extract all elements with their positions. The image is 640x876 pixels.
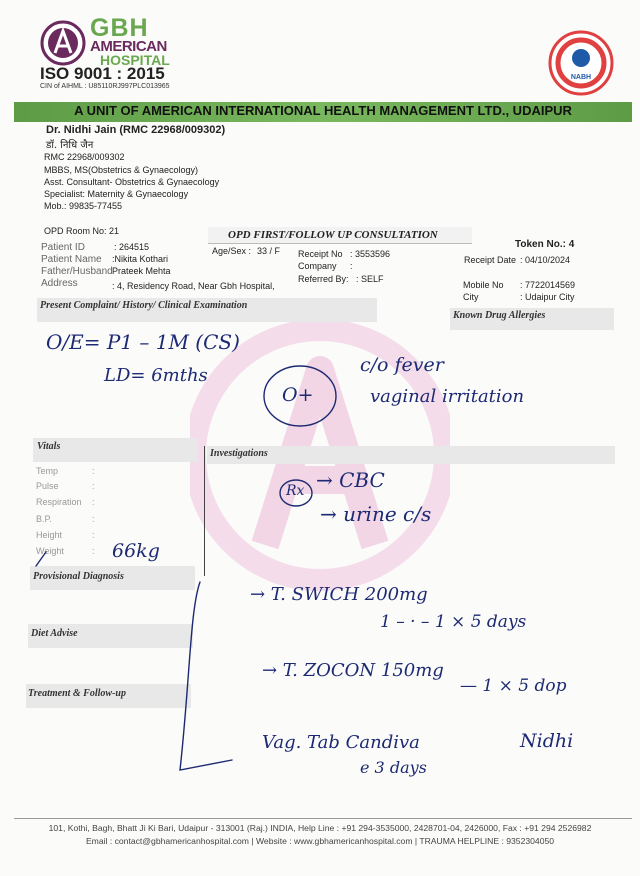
token-number: Token No.: 4 bbox=[515, 239, 575, 250]
doctor-name-hindi: डॉ. निधि जैन bbox=[46, 140, 94, 151]
city-value: : Udaipur City bbox=[520, 292, 575, 302]
company-value: : bbox=[350, 261, 353, 271]
doctor-degree: MBBS, MS(Obstetrics & Gynaecology) bbox=[44, 165, 199, 175]
vital-label: Respiration bbox=[36, 497, 82, 507]
allergies-title: Known Drug Allergies bbox=[453, 310, 546, 321]
complaint-line1: c/o fever bbox=[360, 354, 444, 376]
unit-banner-text: A UNIT OF AMERICAN INTERNATIONAL HEALTH MANAGEMENT LTD., UDAIPUR bbox=[74, 103, 572, 118]
investigations-title: Investigations bbox=[210, 448, 268, 459]
footer-address: 101, Kothi, Bagh, Bhatt Ji Ki Bari, Udaipur - 313001 (Raj.) INDIA, Help Line : +91 294-3535000, 2428701-04, 2426000, Fax : +91 294 2526982 bbox=[48, 823, 592, 833]
medicine-2: → T. ZOCON 150mg bbox=[262, 660, 444, 681]
vital-label: Temp bbox=[36, 466, 59, 476]
iso-label: ISO 9001 : 2015 bbox=[40, 64, 165, 83]
treatment-bracket bbox=[180, 582, 232, 770]
receipt-value: : 3553596 bbox=[350, 249, 391, 259]
footer-contact: Email : contact@gbhamericanhospital.com | Website : www.gbhamericanhospital.com | TRAUMA HELPLINE : 9352304050 bbox=[85, 836, 555, 846]
medicine-2-dose: — 1 × 5 dop bbox=[460, 676, 567, 696]
vital-label: Pulse bbox=[36, 481, 59, 491]
medicine-3-duration: e 3 days bbox=[360, 758, 427, 777]
doctor-name: Dr. Nidhi Jain (RMC 22968/009302) bbox=[46, 124, 226, 136]
cin-label: CIN of AIHML : U85110RJ997PLC013965 bbox=[40, 83, 170, 90]
hospital-name-hospital: HOSPITAL bbox=[100, 52, 170, 68]
address-label: Address bbox=[41, 278, 78, 289]
doctor-designation: Asst. Consultant- Obstetrics & Gynaecology bbox=[44, 177, 220, 187]
diet-title: Diet Advise bbox=[31, 628, 78, 639]
complaint-line2: vaginal irritation bbox=[370, 386, 525, 407]
weight-value: 66kg bbox=[112, 540, 160, 562]
vital-label: B.P. bbox=[36, 514, 52, 524]
medicine-3: Vag. Tab Candiva bbox=[262, 732, 420, 753]
vital-sep: : bbox=[92, 546, 95, 556]
mobile-label: Mobile No bbox=[463, 280, 504, 290]
consult-title: OPD FIRST/FOLLOW UP CONSULTATION bbox=[228, 229, 438, 241]
mobile-value: : 7722014569 bbox=[520, 280, 576, 290]
address-value: : 4, Residency Road, Near Gbh Hospital, bbox=[112, 281, 275, 291]
nabh-label: NABH bbox=[570, 74, 592, 81]
doctor-rmc: RMC 22968/009302 bbox=[44, 152, 125, 162]
doctor-signature: Nidhi bbox=[520, 730, 574, 752]
receipt-date-label: Receipt Date bbox=[464, 255, 517, 265]
vitals-title: Vitals bbox=[37, 441, 61, 452]
provisional-title: Provisional Diagnosis bbox=[33, 571, 124, 582]
vital-sep: : bbox=[92, 466, 95, 476]
patient-id-label: Patient ID bbox=[41, 242, 85, 253]
medicine-1: → T. SWICH 200mg bbox=[250, 584, 428, 605]
treatment-title: Treatment & Follow-up bbox=[28, 688, 126, 699]
vital-sep: : bbox=[92, 497, 95, 507]
referred-label: Referred By: bbox=[298, 274, 349, 284]
city-label: City bbox=[463, 292, 479, 302]
vital-sep: : bbox=[92, 481, 95, 491]
doctor-mobile: Mob.: 99835-77455 bbox=[44, 201, 123, 211]
referred-value: : SELF bbox=[356, 274, 384, 284]
vital-sep: : bbox=[92, 530, 95, 540]
receipt-date-value: : 04/10/2024 bbox=[520, 255, 571, 265]
vital-sep: : bbox=[92, 514, 95, 524]
weight-tick bbox=[36, 552, 46, 566]
receipt-label: Receipt No bbox=[298, 249, 343, 259]
investigation-2: → urine c/s bbox=[320, 502, 432, 526]
patient-id-value: : 264515 bbox=[114, 242, 150, 252]
investigation-1: → CBC bbox=[316, 468, 385, 492]
patient-name-label: Patient Name bbox=[41, 254, 102, 265]
hospital-name-gbh: GBH bbox=[90, 14, 149, 42]
blood-group: O+ bbox=[282, 384, 314, 406]
vital-label: Height bbox=[36, 530, 63, 540]
doctor-specialist: Specialist: Maternity & Gynaecology bbox=[44, 189, 189, 199]
history-line2: LD= 6mths bbox=[104, 365, 208, 386]
father-label: Father/Husband bbox=[41, 266, 113, 277]
agesex-value: 33 / F bbox=[257, 246, 281, 256]
patient-name-value: :Nikita Kothari bbox=[112, 254, 169, 264]
vital-label: Weight bbox=[36, 546, 64, 556]
opd-room: OPD Room No: 21 bbox=[44, 226, 120, 236]
rx-symbol: Rx bbox=[286, 483, 305, 499]
medicine-1-dose: 1 – · – 1 × 5 days bbox=[380, 612, 527, 632]
complaint-title: Present Complaint/ History/ Clinical Examination bbox=[40, 300, 248, 311]
father-value: Prateek Mehta bbox=[112, 266, 171, 276]
hospital-name-american: AMERICAN bbox=[90, 38, 167, 55]
footer-rule bbox=[14, 818, 632, 819]
company-label: Company bbox=[298, 261, 337, 271]
agesex-label: Age/Sex : bbox=[212, 246, 252, 256]
history-line1: O/E= P1 – 1M (CS) bbox=[46, 330, 240, 354]
